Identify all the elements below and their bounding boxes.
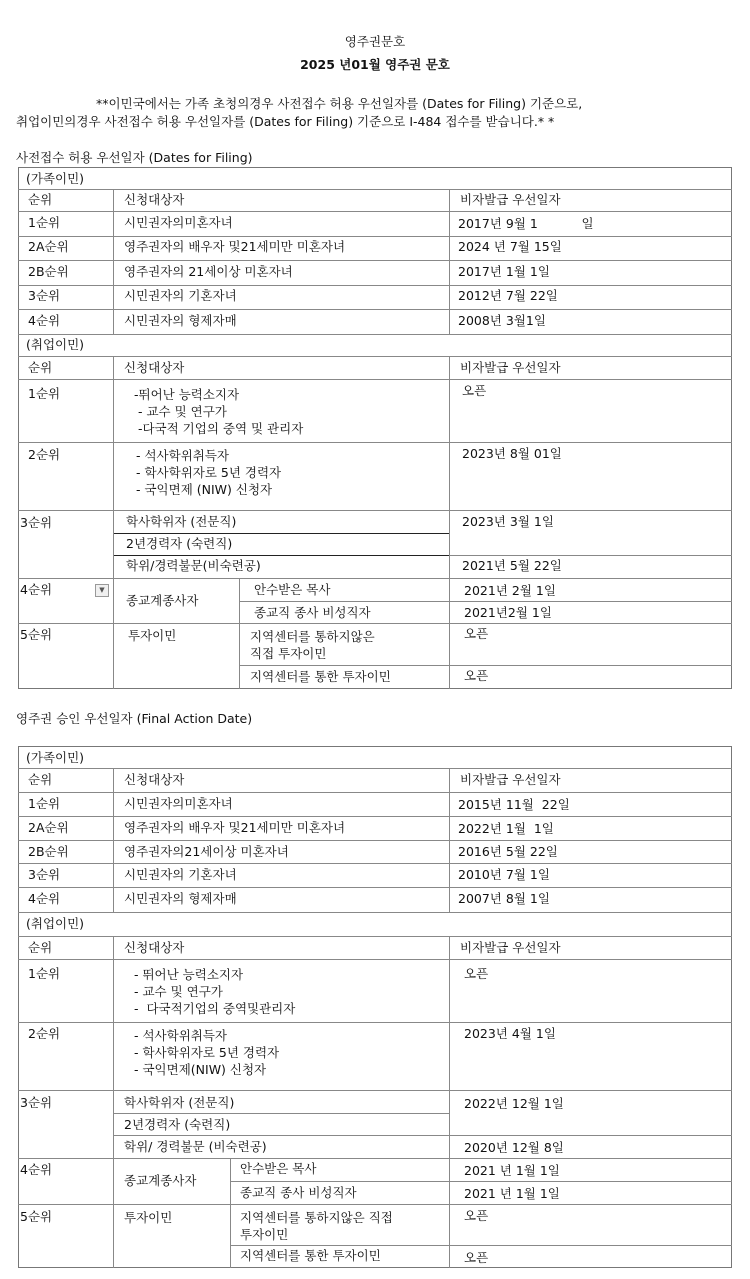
t1-fam-rank: 2B순위 [28, 264, 69, 279]
t1-col-rank: 순위 [28, 192, 53, 207]
t2-fam-date: 2015년 11월 22일 [458, 797, 570, 812]
t1-fam-rank: 2A순위 [28, 239, 69, 254]
t2-emp-col-target: 신청대상자 [124, 940, 185, 955]
t1-row-line [18, 334, 732, 335]
t1-emp3-rank: 3순위 [20, 515, 53, 530]
t2-emp-col-rank: 순위 [28, 940, 53, 955]
t1-fam-target: 영주권자의 배우자 및21세미만 미혼자녀 [124, 239, 346, 254]
t2-fam-date: 2022년 1월 1일 [458, 821, 554, 836]
t2-row-line [18, 912, 732, 913]
t1-row-line [18, 211, 732, 212]
t2-row-line [18, 959, 732, 960]
t2-col-rank: 순위 [28, 772, 53, 787]
t2-row-line [18, 816, 732, 817]
t2-row-line [113, 1135, 732, 1136]
t1-fam-date: 2012년 7월 22일 [458, 288, 558, 303]
t1-col-line [449, 510, 450, 689]
t1-row-line [239, 665, 732, 666]
t1-emp4-rank: 4순위 [20, 582, 53, 597]
t2-row-line [18, 840, 732, 841]
t1-col-line [113, 510, 114, 689]
t1-row-line [18, 189, 732, 190]
t1-fam-date: 2017년 1월 1일 [458, 264, 550, 279]
t2-emp4-category: 종교계종사자 [124, 1173, 197, 1188]
t1-emp4-date2: 2021년2월 1일 [464, 605, 552, 620]
t1-col-line [113, 356, 114, 510]
t2-col-line [449, 768, 450, 912]
t2-fam-date: 2007년 8월 1일 [458, 891, 550, 906]
t2-row-line [18, 1022, 732, 1023]
t2-emp5-sub2: 지역센터를 통한 투자이민 [240, 1248, 381, 1263]
t1-col-line [113, 189, 114, 211]
t1-col-line [239, 578, 240, 689]
t2-row-line [18, 1090, 732, 1091]
t1-emp4-category: 종교계종사자 [126, 593, 199, 608]
t2-fam-target: 영주권자의21세이상 미혼자녀 [124, 844, 289, 859]
t1-row-line [18, 379, 732, 380]
t1-emp-col-date: 비자발급 우선일자 [460, 360, 561, 375]
notice-line-2: 취업이민의경우 사전접수 허용 우선일자를 (Dates for Filing) 기준으로 I-484 접수를 받습니다.* * [16, 114, 555, 129]
t1-fam-rank: 4순위 [28, 313, 61, 328]
t1-fam-date: 2024 년 7월 15일 [458, 239, 562, 254]
t1-emp4-date1: 2021년 2월 1일 [464, 583, 556, 598]
t2-row-line [18, 1158, 732, 1159]
t1-emp5-sub1: 지역센터를 통하지않은 직접 투자이민 [250, 629, 375, 661]
t2-col-line [230, 1158, 231, 1268]
t2-emp1-date: 오픈 [464, 966, 489, 981]
t2-fam-target: 시민권자의미혼자녀 [124, 796, 233, 811]
t1-fam-target: 시민권자의 형제자매 [124, 313, 237, 328]
t2-emp3-date3: 2020년 12월 8일 [464, 1140, 564, 1155]
t2-emp2-target: - 석사학위취득자 - 학사학위자로 5년 경력자 - 국익면제(NIW) 신청자 [134, 1028, 280, 1077]
t2-fam-rank: 2A순위 [28, 820, 69, 835]
t1-row-line [18, 510, 732, 511]
t1-family-label: (가족이민) [26, 171, 85, 186]
t2-emp3-sub1: 학사학위자 (전문직) [124, 1095, 235, 1110]
t1-emp2-rank: 2순위 [28, 447, 61, 462]
table2-heading: 영주권 승인 우선일자 (Final Action Date) [16, 711, 253, 726]
t2-row-line [18, 887, 732, 888]
t2-emp4-date1: 2021 년 1월 1일 [464, 1163, 560, 1178]
t2-fam-rank: 4순위 [28, 891, 61, 906]
t1-fam-rank: 3순위 [28, 288, 61, 303]
t2-emp3-sub3: 학위/ 경력불문 (비숙련공) [124, 1139, 267, 1154]
t2-emp-label: (취업이민) [26, 916, 85, 931]
t2-emp3-date1: 2022년 12월 1일 [464, 1096, 564, 1111]
t1-emp5-date1: 오픈 [464, 626, 489, 641]
t1-row-line [18, 260, 732, 261]
t1-col-line [449, 211, 450, 334]
t1-col-target: 신청대상자 [124, 192, 185, 207]
t2-row-line [18, 768, 732, 769]
t1-emp1-rank: 1순위 [28, 386, 61, 401]
t2-emp4-sub1: 안수받은 목사 [240, 1161, 317, 1176]
t2-emp5-date1: 오픈 [464, 1208, 489, 1223]
t2-row-line [18, 1204, 732, 1205]
t2-emp5-sub1: 지역센터를 통하지않은 직접 투자이민 [240, 1210, 393, 1242]
t1-row-line [113, 555, 449, 556]
t1-emp-col-target: 신청대상자 [124, 360, 185, 375]
t1-emp3-date3: 2021년 5월 22일 [462, 558, 562, 573]
page-title: 영주권문호 [344, 34, 406, 49]
t2-fam-target: 영주권자의 배우자 및21세미만 미혼자녀 [124, 820, 346, 835]
t1-emp5-rank: 5순위 [20, 627, 53, 642]
t1-emp-col-rank: 순위 [28, 360, 53, 375]
t2-emp3-rank: 3순위 [20, 1095, 53, 1110]
t1-fam-date: 2008년 3월1일 [458, 313, 546, 328]
t2-emp1-rank: 1순위 [28, 966, 61, 981]
t1-fam-date: 2017년 9월 1 일 [458, 216, 594, 231]
t2-row-line [230, 1245, 732, 1246]
t1-emp1-date: 오픈 [462, 383, 487, 398]
t2-fam-rank: 2B순위 [28, 844, 69, 859]
t1-emp4-sub1: 안수받은 목사 [254, 582, 331, 597]
page-subtitle: 2025 년01월 영주권 문호 [300, 57, 450, 72]
t2-col-date: 비자발급 우선일자 [460, 772, 561, 787]
t2-row-line [113, 1113, 449, 1114]
t1-col-line [449, 189, 450, 211]
t1-row-line [18, 285, 732, 286]
t1-fam-target: 시민권자의미혼자녀 [124, 215, 233, 230]
t2-emp5-rank: 5순위 [20, 1209, 53, 1224]
t1-emp2-date: 2023년 8월 01일 [462, 446, 562, 461]
t2-emp2-rank: 2순위 [28, 1026, 61, 1041]
t1-emp5-sub2: 지역센터를 통한 투자이민 [250, 669, 391, 684]
t2-fam-date: 2010년 7월 1일 [458, 867, 550, 882]
dropdown-arrow-icon[interactable]: ▼ [95, 584, 109, 597]
t1-row-line [449, 555, 732, 556]
t2-emp4-sub2: 종교직 종사 비성직자 [240, 1185, 357, 1200]
t2-emp4-date2: 2021 년 1월 1일 [464, 1186, 560, 1201]
t1-col-line [113, 211, 114, 334]
t2-emp3-sub2: 2년경력자 (숙련직) [124, 1117, 231, 1132]
t2-fam-target: 시민권자의 형제자매 [124, 891, 237, 906]
t2-emp2-date: 2023년 4월 1일 [464, 1026, 556, 1041]
t1-emp-label: (취업이민) [26, 337, 85, 352]
t2-row-line [18, 936, 732, 937]
t1-emp5-date2: 오픈 [464, 668, 489, 683]
t1-col-date: 비자발급 우선일자 [460, 192, 561, 207]
t2-fam-rank: 1순위 [28, 796, 61, 811]
t1-fam-rank: 1순위 [28, 215, 61, 230]
notice-line-1: **이민국에서는 가족 초청의경우 사전접수 허용 우선일자를 (Dates for Filing) 기준으로, [96, 96, 583, 111]
t1-row-line [18, 442, 732, 443]
t1-row-line [18, 578, 732, 579]
t1-row-line [18, 623, 732, 624]
t2-emp5-date2: 오픈 [464, 1250, 489, 1265]
t1-emp5-category: 투자이민 [128, 628, 177, 643]
t1-emp1-target: -뛰어난 능력소지자 - 교수 및 연구가 -다국적 기업의 중역 및 관리자 [134, 387, 304, 436]
t1-row-line [18, 309, 732, 310]
table1-heading: 사전접수 허용 우선일자 (Dates for Filing) [16, 150, 253, 165]
t1-emp4-sub2: 종교직 종사 비성직자 [254, 605, 371, 620]
t1-emp3-sub1: 학사학위자 (전문직) [126, 514, 237, 529]
t2-col-line [113, 936, 114, 1268]
t2-col-target: 신청대상자 [124, 772, 185, 787]
t2-col-line [113, 768, 114, 912]
t2-emp4-rank: 4순위 [20, 1162, 53, 1177]
t2-emp-col-date: 비자발급 우선일자 [460, 940, 561, 955]
t2-emp5-category: 투자이민 [124, 1210, 173, 1225]
t1-row-line [18, 356, 732, 357]
t2-fam-date: 2016년 5월 22일 [458, 844, 558, 859]
t1-emp3-sub3: 학위/경력불문(비숙련공) [126, 558, 261, 573]
t2-col-line [449, 936, 450, 1268]
t2-row-line [18, 792, 732, 793]
t1-emp3-sub2: 2년경력자 (숙련직) [126, 536, 233, 551]
t2-family-label: (가족이민) [26, 750, 85, 765]
t1-emp3-date1: 2023년 3월 1일 [462, 514, 554, 529]
t2-fam-rank: 3순위 [28, 867, 61, 882]
t1-col-line [449, 356, 450, 510]
t1-emp2-target: - 석사학위취득자 - 학사학위자로 5년 경력자 - 국익면제 (NIW) 신청자 [136, 448, 282, 497]
t1-row-line [239, 601, 732, 602]
t1-fam-target: 시민권자의 기혼자녀 [124, 288, 237, 303]
t2-fam-target: 시민권자의 기혼자녀 [124, 867, 237, 882]
t2-row-line [230, 1181, 732, 1182]
t1-row-line [18, 236, 732, 237]
t1-row-line [113, 533, 449, 534]
t2-emp1-target: - 뛰어난 능력소지자 - 교수 및 연구가 - 다국적기업의 중역및관리자 [134, 967, 296, 1016]
t2-row-line [18, 863, 732, 864]
t1-fam-target: 영주권자의 21세이상 미혼자녀 [124, 264, 293, 279]
